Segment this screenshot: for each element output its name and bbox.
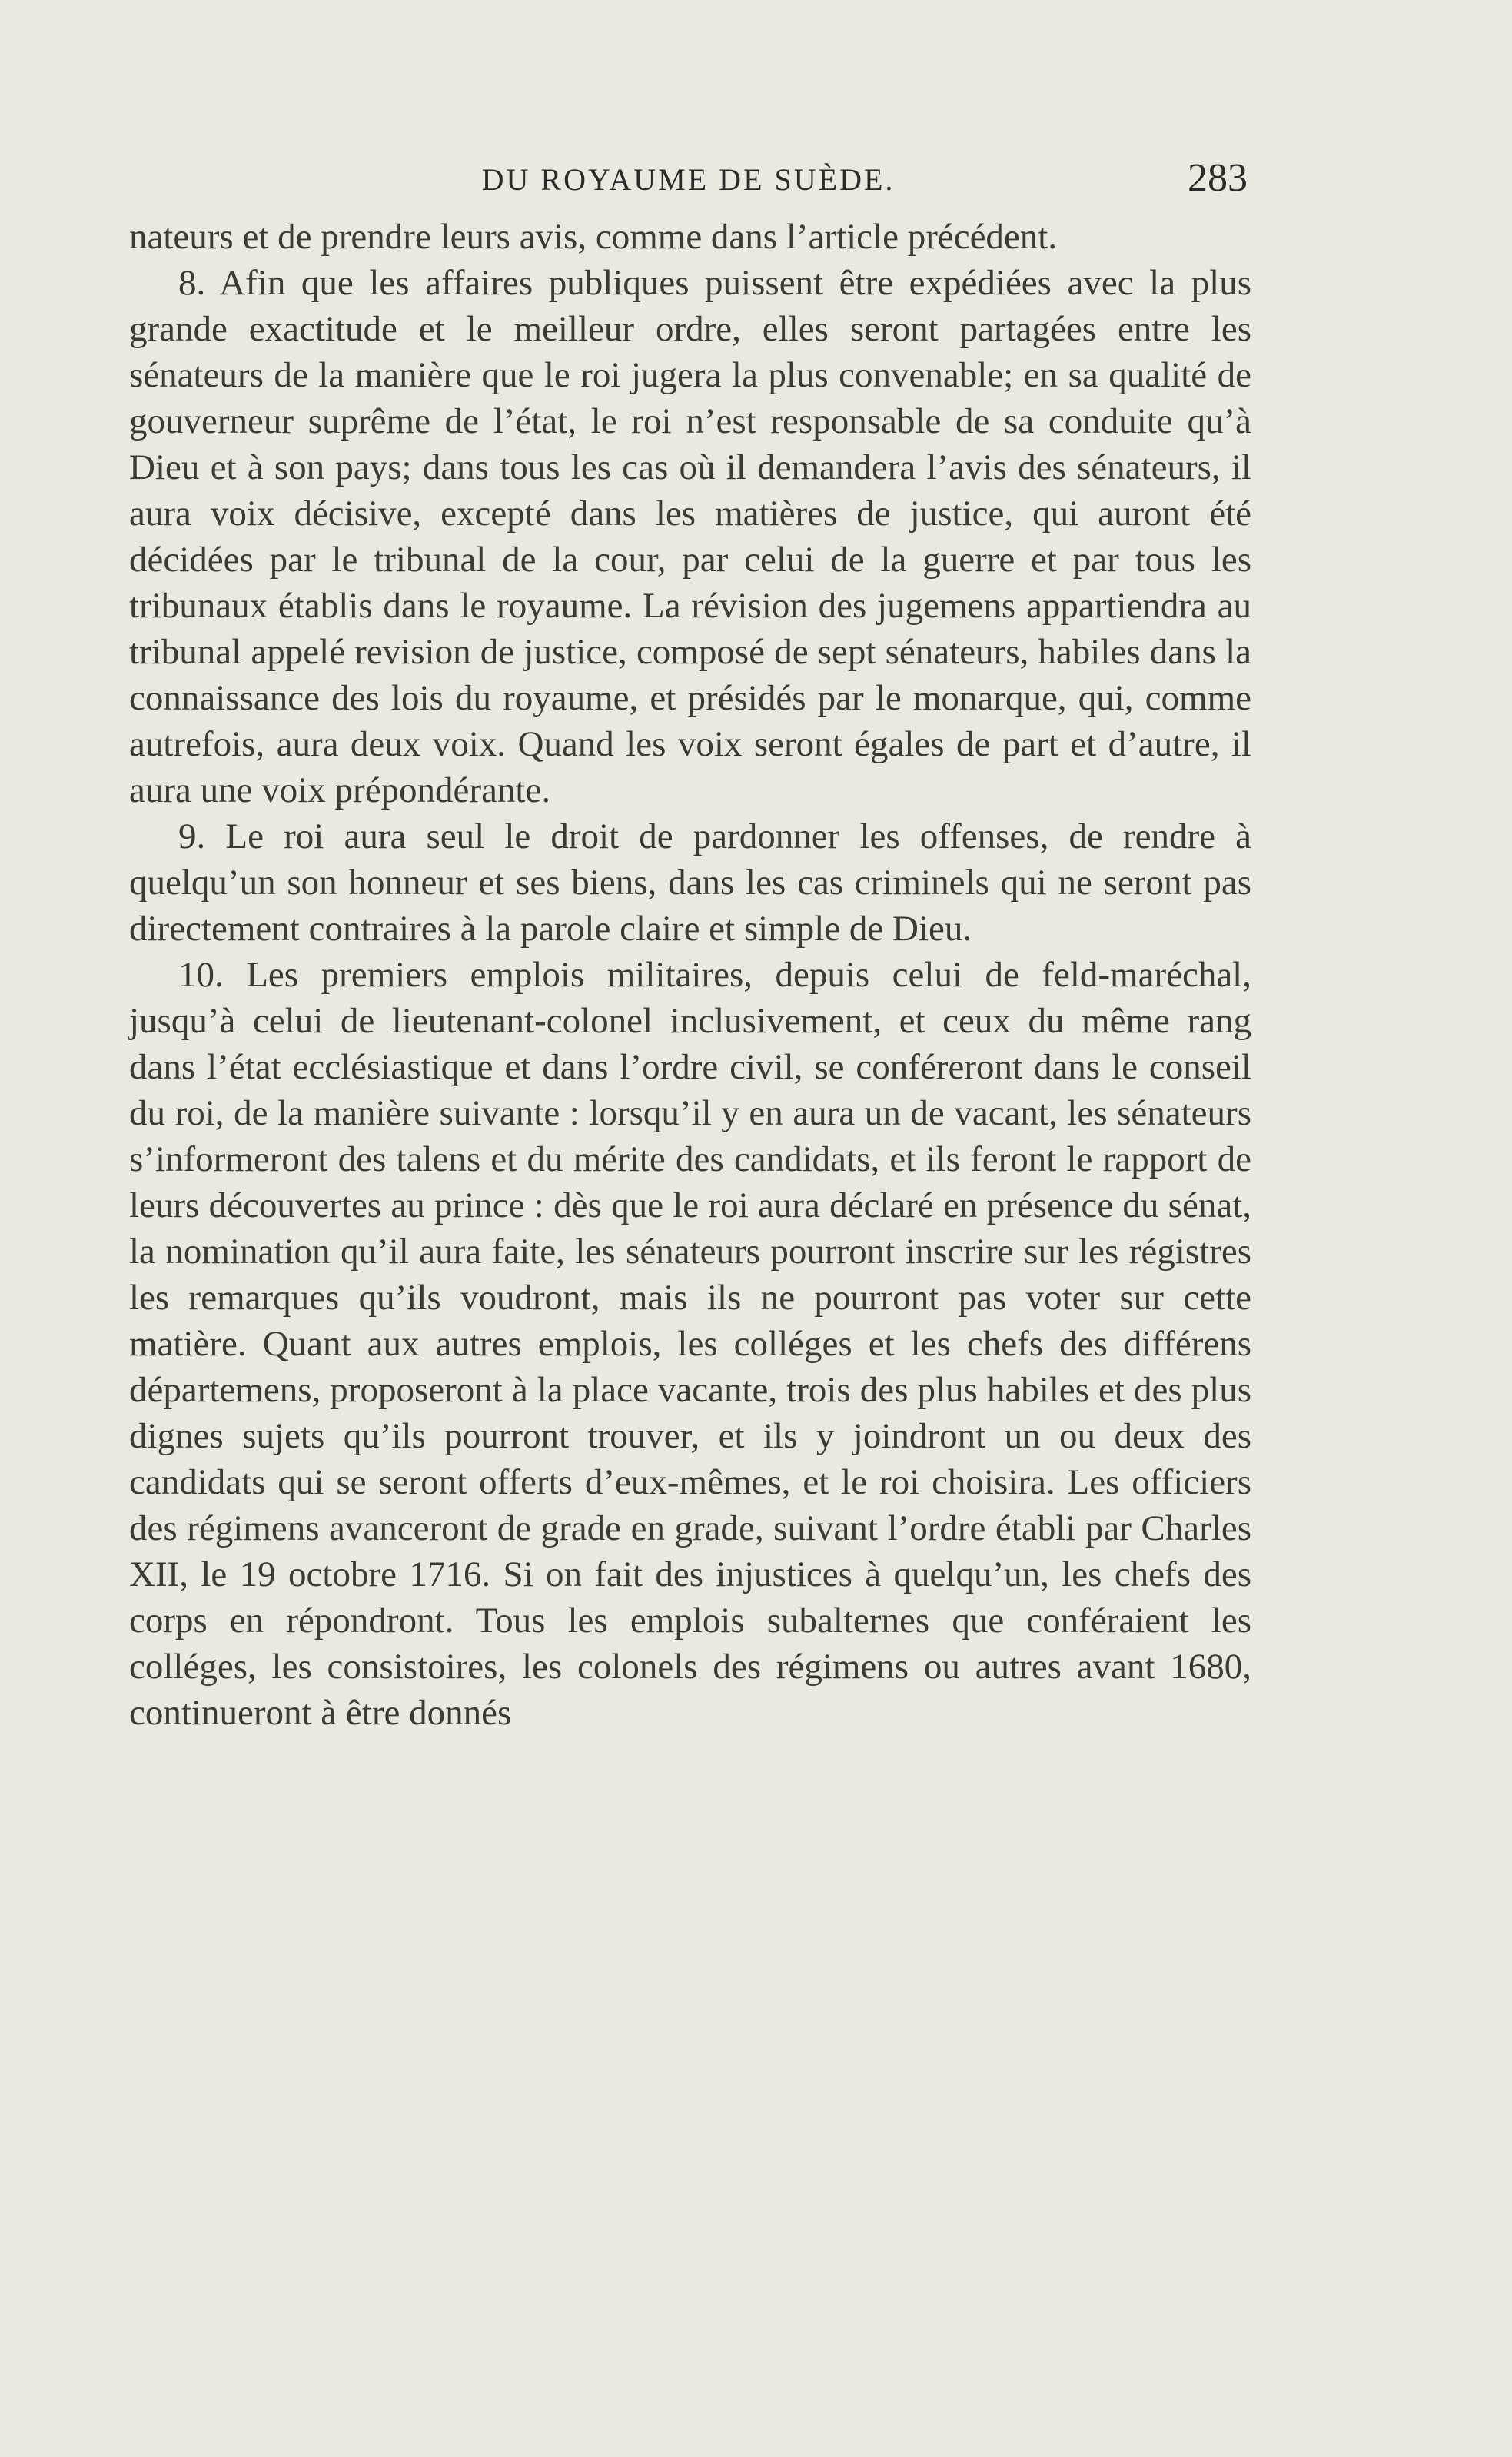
body-text xyxy=(129,214,1251,1736)
paragraph-article-10: 10. Les premiers emplois militaires, depuis celui de feld-maréchal, jusqu’à celui de lieutenant-colonel inclusivement, et ceux du même rang dans l’état ecclésiastique et dans l’ordre civil, se conféreront dans le conseil du roi, de la manière suivante : lorsqu’il y en aura un de vacant, les sénateurs s’informeront des talens et du mérite des candidats, et ils feront le rapport de leurs découvertes au prince : dès que le roi aura déclaré en présence du sénat, la nomination qu’il aura faite, les sénateurs pourront inscrire sur les régistres les remarques qu’ils voudront, mais ils ne pourront pas voter sur cette matière. Quant aux autres emplois, les colléges et les chefs des différens départemens, proposeront à la place vacante, trois des plus habiles et des plus dignes sujets qu’ils pourront trouver, et ils y joindront un ou deux des candidats qui se seront offerts d’eux-mêmes, et le roi choisira. Les officiers des régimens avanceront de grade en grade, suivant l’ordre établi par Charles XII, le 19 octobre 1716. Si on fait des injustices à quelqu’un, les chefs des corps en répondront. Tous les emplois subalternes que conféraient les colléges, les consistoires, les colonels des régimens ou autres avant 1680, continueront à être donnés xyxy=(129,955,1251,1733)
paragraph-article-9: 9. Le roi aura seul le droit de pardonner les offenses, de rendre à quelqu’un son honneur et ses biens, dans les cas criminels qui ne seront pas directement contraires à la parole claire et simple de Dieu. xyxy=(129,816,1251,949)
page-header xyxy=(129,154,1248,215)
page-number: 283 xyxy=(1188,156,1248,200)
paragraph-article-8: 8. Afin que les affaires publiques puissent être expédiées avec la plus grande exactitude et le meilleur ordre, elles seront partagées entre les sénateurs de la manière que le roi jugera la plus convenable; en sa qualité de gouverneur suprême de l’état, le roi n’est responsable de sa conduite qu’à Dieu et à son pays; dans tous les cas où il demandera l’avis des sénateurs, il aura voix décisive, excepté dans les matières de justice, qui auront été décidées par le tribunal de la cour, par celui de la guerre et par tous les tribunaux établis dans le royaume. La révision des jugemens appartiendra au tribunal appelé revision de justice, composé de sept sénateurs, habiles dans la connaissance des lois du royaume, et présidés par le monarque, qui, comme autrefois, aura deux voix. Quand les voix seront égales de part et d’autre, il aura une voix prépondérante. xyxy=(129,263,1251,810)
running-title: DU ROYAUME DE SUÈDE. xyxy=(481,162,896,197)
paragraph-continuation: nateurs et de prendre leurs avis, comme dans l’article précédent. xyxy=(129,217,1058,257)
